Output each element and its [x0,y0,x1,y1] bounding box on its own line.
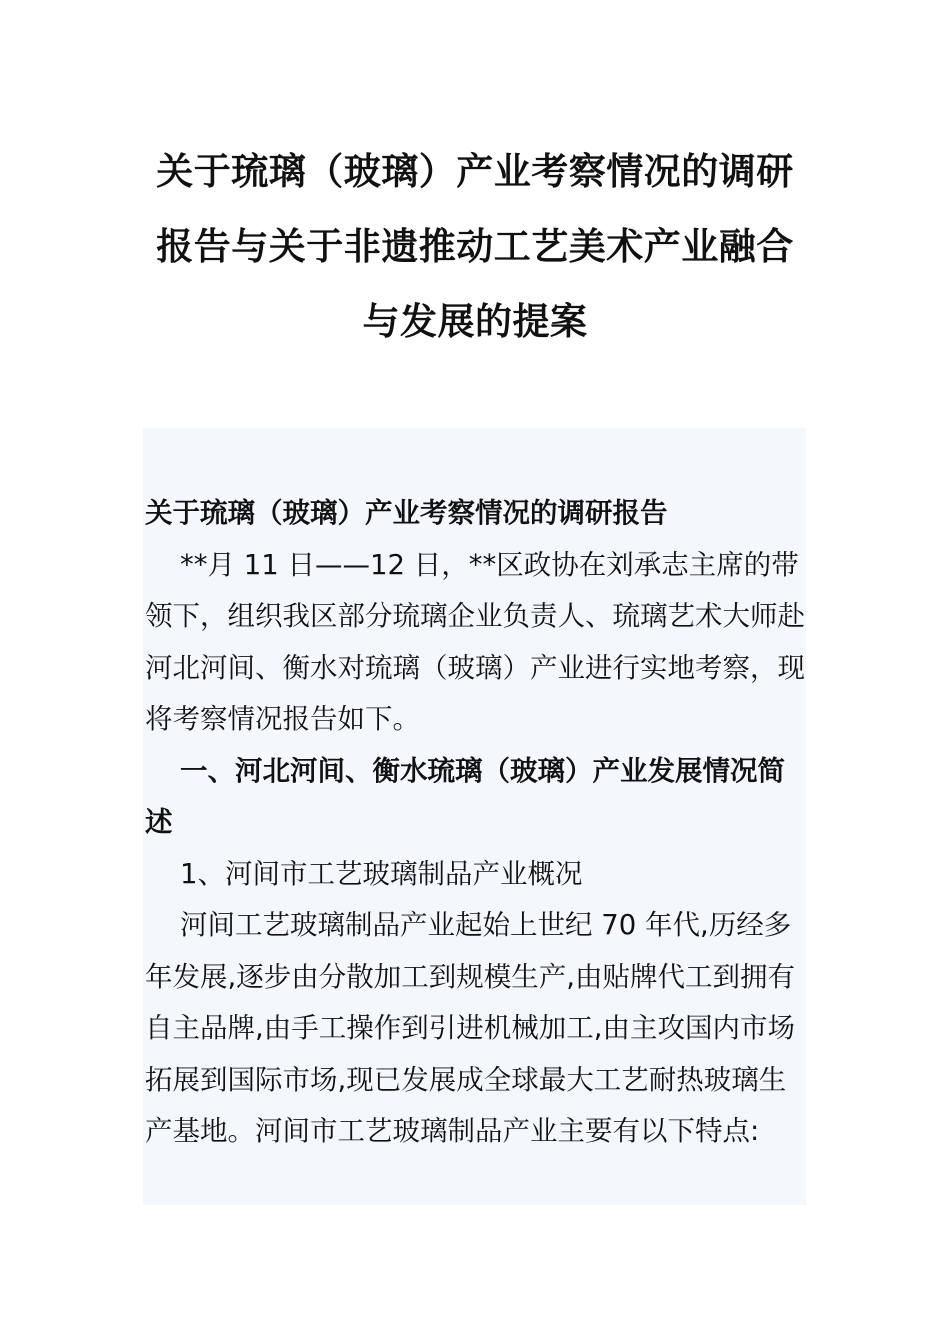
section-title: 关于琉璃（玻璃）产业考察情况的调研报告 [145,497,668,529]
document-title: 关于琉璃（玻璃）产业考察情况的调研报告与关于非遗推动工艺美术产业融合与发展的提案 [156,150,794,343]
paragraph-hejian-overview: 河间工艺玻璃制品产业起始上世纪 70 年代,历经多年发展,逐步由分散加工到规模生产,由贴牌代工到拥有自主品牌,由手工操作到引进机械加工,由主攻国内市场拓展到国际市场,现已发展成全球最大工艺耐热玻璃生产基地。河间市工艺玻璃制品产业主要有以下特点: [145,909,795,1147]
document-body [145,488,807,1158]
paragraph-intro: **月 11 日——12 日，**区政协在刘承志主席的带领下，组织我区部分琉璃企业负责人、琉璃艺术大师赴河北河间、衡水对琉璃（玻璃）产业进行实地考察，现将考察情况报告如下。 [145,548,805,735]
heading-part-one: 一、河北河间、衡水琉璃（玻璃）产业发展情况简述 [145,754,785,838]
subheading-hejian: 1、河间市工艺玻璃制品产业概况 [180,857,583,890]
